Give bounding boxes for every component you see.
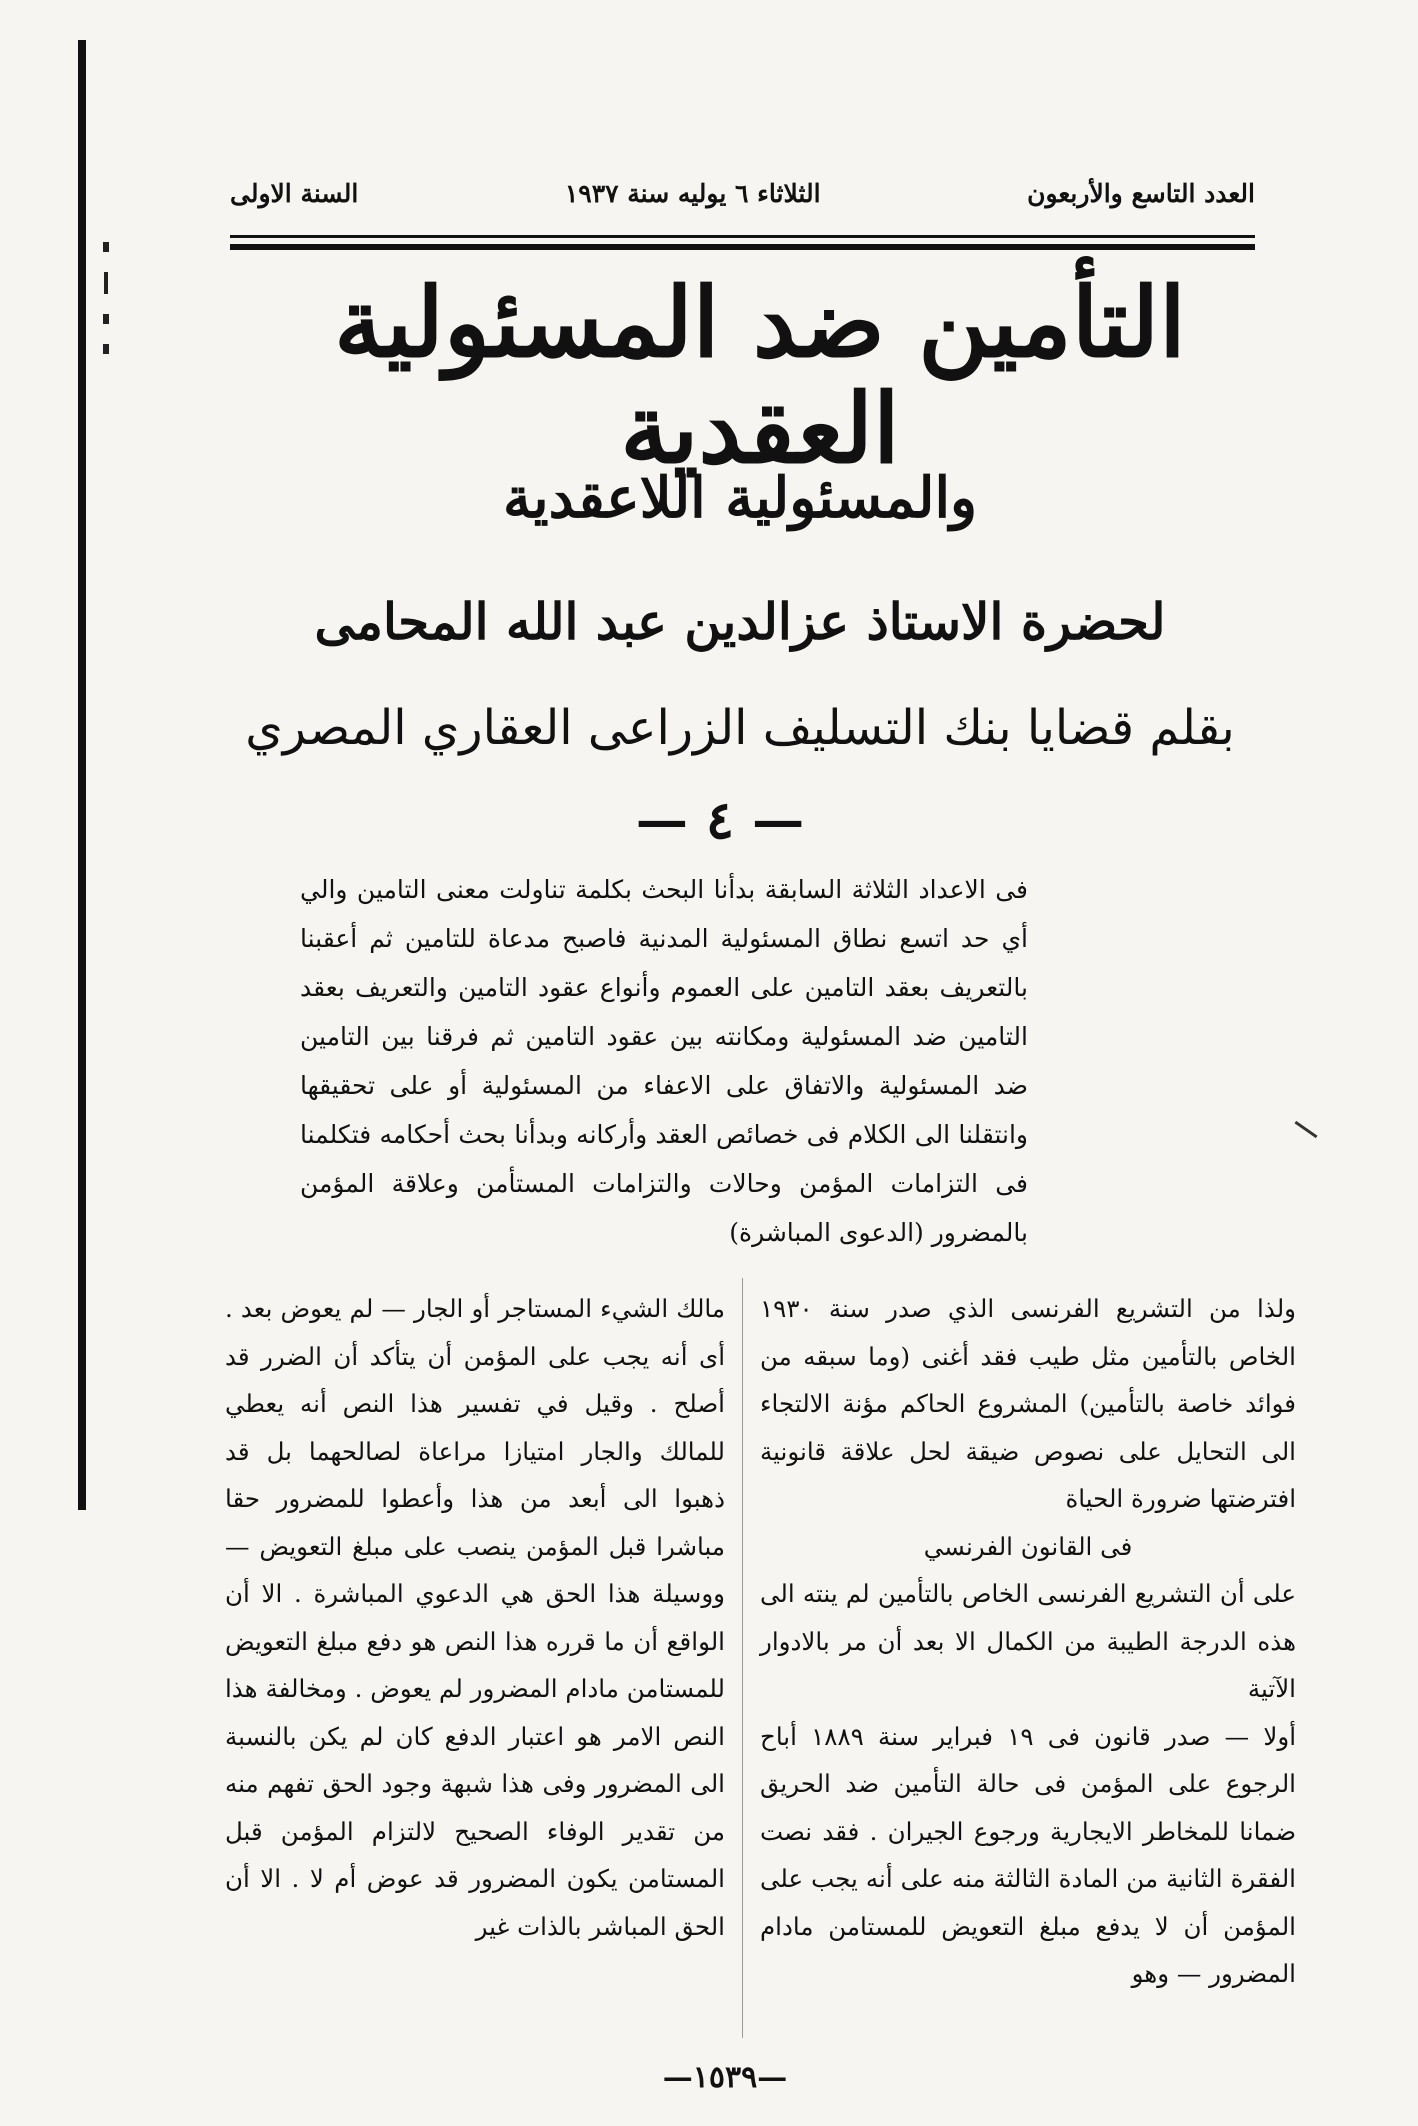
paragraph: ولذا من التشريع الفرنسى الذي صدر سنة ١٩٣٠ الخاص بالتأمين مثل طيب فقد أغنى (وما سبقه من فوائد خاصة بالتأمين) المشروع الحاكم مؤنة الالتجاء الى التحايل على نصوص ضيقة لحل علاقة قانونية افترضتها ضرورة الحياة — [760, 1294, 1296, 1513]
intro-paragraph: فى الاعداد الثلاثة السابقة بدأنا البحث بكلمة تناولت معنى التامين والي أي حد اتسع نطاق المسئولية المدنية فاصبح مدعاة للتامين ثم أعقبنا بالتعريف بعقد التامين على العموم وأنواع عقود التامين والتعريف بعقد التامين ضد المسئولية ومكانته بين عقود التامين ثم فرقنا بين التامين ضد المسئولية والاتفاق على الاعفاء من المسئولية أو على تحقيقها وانتقلنا الى الكلام فى خصائص العقد وأركانه وبدأنا بحث أحكامه فتكلمنا فى التزامات المؤمن وحالات والتزامات المستأمن وعلاقة المؤمن بالمضرور (الدعوى المباشرة) — [300, 875, 1028, 1247]
paragraph: أولا — صدر قانون فى ١٩ فبراير سنة ١٨٨٩ أباح الرجوع على المؤمن فى حالة التأمين ضد الحريق ضمانا للمخاطر الايجارية ورجوع الجيران . فقد نصت الفقرة الثانية من المادة الثالثة منه على أنه يجب على المؤمن أن لا يدفع مبلغ التعويض للمستامن مادام المضرور — وهو — [760, 1721, 1297, 1988]
right-column — [760, 1285, 1296, 1998]
paragraph: مالك الشيء المستاجر أو الجار — لم يعوض بعد . أى أنه يجب على المؤمن أن يتأكد أن الضرر قد أصلح . وقيل في تفسير هذا النص أنه يعطي للمالك والجار امتيازا مراعاة لصالحهما بل قد ذهبوا الى أبعد من هذا وأعطوا للمضرور حقا مباشرا قبل المؤمن ينصب على مبلغ التعويض — ووسيلة هذا الحق هي الدعوي المباشرة . الا أن الواقع أن ما قرره هذا النص هو دفع مبلغ التعويض للمستامن مادام المضرور لم يعوض . ومخالفة هذا النص الامر هو اعتبار الدفع كان لم يكن بالنسبة الى المضرور وفى هذا شبهة وجود الحق تفهم منه من تقدير الوفاء الصحيح لالتزام المؤمن قبل المستامن يكون المضرور قد عوض أم لا . الا أن الحق المباشر بالذات غير — [225, 1294, 725, 1941]
article-title: التأمين ضد المسئولية العقدية — [334, 266, 1186, 485]
issue-number: العدد التاسع والأربعون — [1027, 178, 1255, 208]
section-heading: فى القانون الفرنسي — [923, 1531, 1133, 1561]
stray-mark — [1294, 1121, 1317, 1138]
masthead-rule-thick — [230, 244, 1255, 250]
volume-year: السنة الاولى — [230, 178, 359, 208]
masthead-rule-thin — [230, 235, 1255, 238]
intro-summary — [300, 865, 1028, 1257]
masthead — [230, 168, 1255, 218]
issue-date: الثلاثاء ٦ يوليه سنة ١٩٣٧ — [564, 178, 821, 208]
binding-edge-rule — [78, 40, 86, 1510]
article-subtitle: والمسئولية اللاعقدية — [502, 465, 978, 531]
margin-marks — [96, 230, 116, 360]
article-byline: بقلم قضايا بنك التسليف الزراعى العقاري المصري — [245, 700, 1235, 756]
page-number: —١٥٣٩— — [662, 2060, 788, 2095]
part-number: — ٤ — — [635, 790, 805, 851]
column-divider — [742, 1278, 743, 2038]
article-author: لحضرة الاستاذ عزالدين عبد الله المحامى — [314, 592, 1166, 651]
left-column — [225, 1285, 725, 1950]
paragraph: على أن التشريع الفرنسى الخاص بالتأمين لم ينته الى هذه الدرجة الطيبة من الكمال الا بعد أن مر بالادوار الآتية — [760, 1579, 1296, 1703]
